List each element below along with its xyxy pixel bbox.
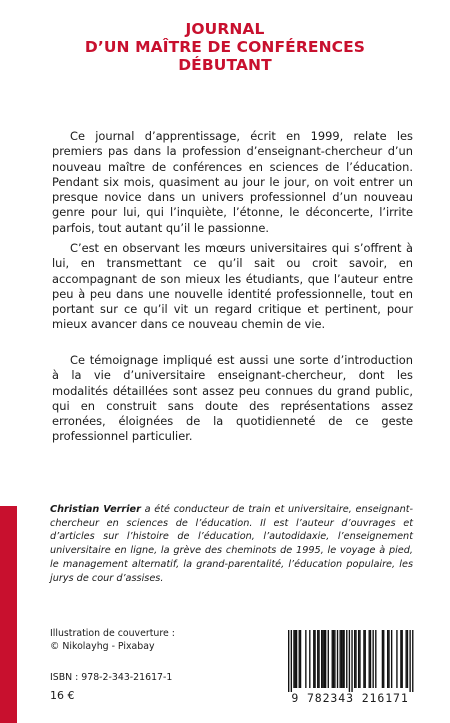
barcode-bar: [405, 630, 406, 688]
barcode-bar: [300, 630, 301, 688]
barcode: [278, 630, 422, 710]
barcode-bar: [317, 630, 318, 688]
price-text: 16 €: [50, 689, 75, 702]
cover-credit: [50, 628, 175, 653]
title-line-2: D’UN MAÎTRE DE CONFÉRENCES: [84, 38, 366, 56]
barcode-bar: [318, 630, 319, 688]
barcode-bar: [369, 630, 370, 688]
summary-paragraph-3: [52, 353, 413, 445]
barcode-bar: [309, 630, 310, 688]
barcode-bars: [278, 630, 422, 692]
red-side-band: [0, 506, 17, 723]
barcode-bar: [341, 630, 342, 688]
cover-credit-value: © Nikolayhg - Pixabay: [50, 640, 155, 652]
summary-text: Ce journal d’apprentissage, écrit en 1999, relate les premiers pas dans la profession d’enseignant-chercheur d’un nouveau maître de conférences en sciences de l’éducation. Pendant six mois, quasiment au jour le jour, on voit entrer un presque novice dans un univers professionnel d’un nouveau genre pour lui, qui l’inquiète, l’étonne, le déconcerte, l’irrite parfois, tout autant qu’il le passionne.: [52, 129, 413, 235]
barcode-bar: [370, 630, 371, 688]
barcode-bar: [342, 630, 343, 688]
barcode-bar: [402, 630, 403, 688]
author-bio: [50, 503, 413, 585]
barcode-bar: [337, 630, 338, 688]
barcode-bar: [334, 630, 335, 688]
barcode-bar: [328, 630, 329, 688]
barcode-bar: [407, 630, 408, 688]
barcode-bar: [343, 630, 344, 688]
summary-paragraph-2: [52, 241, 413, 333]
barcode-bar: [372, 630, 373, 688]
isbn-text: ISBN : 978-2-343-21617-1: [50, 672, 173, 683]
barcode-bar: [391, 630, 392, 688]
barcode-bar: [355, 630, 356, 688]
barcode-digits: 9 782343 216171: [291, 691, 409, 705]
barcode-bar: [305, 630, 306, 688]
book-title: [40, 20, 410, 74]
barcode-bar: [313, 630, 314, 688]
barcode-bar: [396, 630, 397, 688]
barcode-bar: [409, 630, 410, 692]
barcode-bar: [324, 630, 325, 688]
barcode-bar: [339, 630, 340, 688]
summary-text: Ce témoignage impliqué est aussi une sorte d’introduction à la vie d’universitaire enseignant-chercheur, dont les modalités détaillées sont assez peu connues du grand public, qui en construit sans doute des représentations assez erronées, éloignées de la quotidienneté de ce geste professionnel particulier.: [52, 353, 413, 444]
summary-paragraph-1: [52, 129, 413, 236]
barcode-bar: [365, 630, 366, 688]
barcode-bar: [332, 630, 333, 688]
barcode-bar: [400, 630, 401, 688]
barcode-bar: [412, 630, 413, 692]
barcode-bar: [388, 630, 389, 688]
barcode-bar: [383, 630, 384, 688]
barcode-bar: [375, 630, 376, 688]
author-bio-text: a été conducteur de train et universitaire, enseignant-chercheur en sciences de l’éducation. Il est l’auteur d’ouvrages et d’articles sur l’histoire de l’éducation, l’autodidaxie, l’enseignement universitaire en ligne, la grève des cheminots de 1995, le voyage à pied, le management alternatif, la grand-parentalité, l’éducation populaire, les jurys de cour d’assises.: [50, 504, 413, 584]
barcode-bar: [293, 630, 294, 688]
cover-credit-label: Illustration de couverture :: [50, 628, 175, 639]
summary-text: C’est en observant les mœurs universitaires qui s’offrent à lui, en transmettant ce qu’il sait ou croit savoir, en accompagnant de son mieux les étudiants, que l’auteur entre peu à peu dans une nouvelle identité professionnelle, tout en portant sur ce qu’il vit un regard critique et pertinent, pour mieux avancer dans ce nouveau chemin de vie.: [52, 241, 413, 332]
barcode-bar: [382, 630, 383, 688]
barcode-bar: [291, 630, 292, 692]
title-line-3: DÉBUTANT: [178, 56, 272, 74]
barcode-bar: [296, 630, 297, 688]
barcode-bar: [325, 630, 326, 688]
author-name: Christian Verrier: [50, 504, 141, 515]
title-line-1: JOURNAL: [185, 20, 265, 38]
barcode-bar: [346, 630, 347, 688]
barcode-bar: [387, 630, 388, 688]
barcode-bar: [299, 630, 300, 688]
barcode-bar: [351, 630, 352, 692]
barcode-bar: [314, 630, 315, 688]
barcode-bar: [363, 630, 364, 688]
barcode-bar: [354, 630, 355, 688]
barcode-bar: [349, 630, 350, 692]
barcode-bar: [288, 630, 289, 692]
barcode-bar: [321, 630, 322, 688]
barcode-bar: [359, 630, 360, 688]
barcode-bar: [358, 630, 359, 688]
barcode-bar: [295, 630, 296, 688]
barcode-bar: [322, 630, 323, 688]
barcode-bar: [333, 630, 334, 688]
